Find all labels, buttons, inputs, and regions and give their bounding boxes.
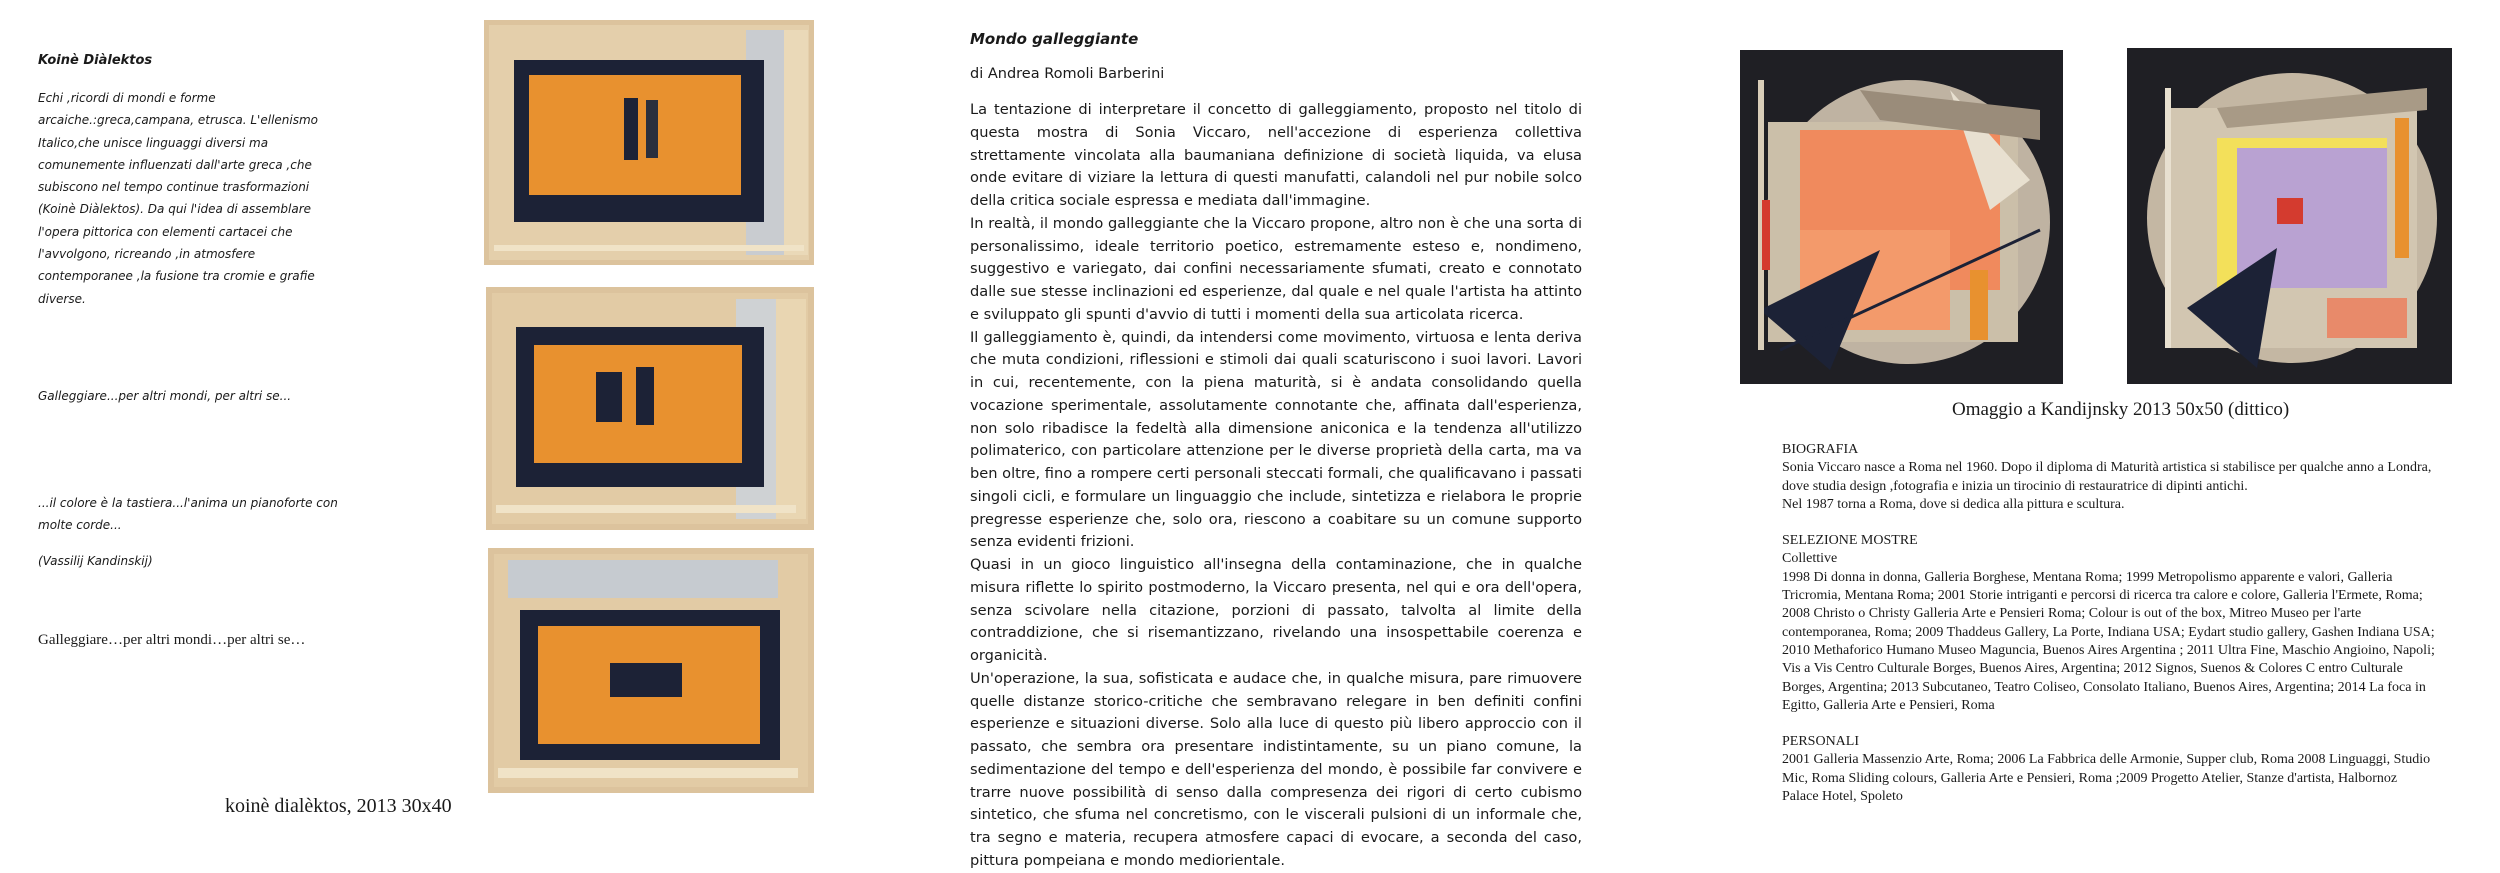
intro-line: Italico,che unisce linguaggi diversi ma [38, 135, 269, 150]
collective-line: Borges, Argentina; 2013 Subcutaneo, Teatro Coliseo, Consolato Italiano, Buenos Aires, Argentina; 2014 La foca in [1782, 679, 2426, 695]
intro-line: diverse. [38, 291, 86, 306]
artwork-koine-1 [484, 20, 814, 270]
artwork-koine-3 [488, 548, 814, 798]
bio-line: Sonia Viccaro nasce a Roma nel 1960. Dopo il diploma di Maturità artistica si stabilisce per qualche anno a Londra, [1782, 460, 2432, 476]
galleggiare-text: Galleggiare...per altri mondi, per altri se... [38, 389, 292, 403]
intro-line: Echi ,ricordi di mondi e forme [38, 91, 216, 105]
shows-heading: SELEZIONE MOSTRE [1782, 533, 1918, 549]
essay-author: di Andrea Romoli Barberini [970, 66, 1165, 82]
collective-line: contemporanea, Roma; 2009 Thaddeus Gallery, La Porte, Indiana USA; Eydart studio gallery, Gashen Indiana USA; [1782, 624, 2435, 640]
personal-line: 2001 Galleria Massenzio Arte, Roma; 2006 La Fabbrica delle Armonie, Supper club, Roma 2008 Linguaggi, Studio [1782, 752, 2431, 768]
collective-line: 2008 Christo o Christy Galleria Arte e Pensieri Roma; Colour is out of the box, Mitreo Museo per l'arte [1782, 606, 2362, 622]
collective-line: Vis a Vis Centro Culturale Borges, Buenos Aires, Argentina; 2012 Signos, Suenos & Colores C entro Culturale [1782, 661, 2403, 677]
diptych-caption: Omaggio a Kandijnsky 2013 50x50 (dittico) [1952, 399, 2290, 420]
intro-line: contemporanee ,la fusione tra cromie e grafie [38, 269, 315, 284]
essay-body [970, 99, 1582, 873]
essay-paragraph: Quasi in un gioco linguistico all'insegna della contaminazione, che in qualche misura riflette lo spirito postmoderno, la Viccaro presenta, nel qui e ora dell'opera, senza scivolare nella citazione, porzioni di passato, talvolta al limite della contraddizione, che si risemantizzano, rivelando una insospettabile coerenza e organicità. [970, 556, 1582, 664]
artwork-kandinsky-left [1740, 50, 2063, 389]
bio-line: Nel 1987 torna a Roma, dove si dedica alla pittura e scultura. [1782, 496, 2125, 512]
collective-heading: Collettive [1782, 551, 1838, 567]
bio-heading: BIOGRAFIA [1782, 442, 1859, 457]
artwork-kandinsky-right [2127, 48, 2452, 389]
bio-line: dove studia design ,fotografia e inizia un tirocinio di restauratrice di dipinti antichi. [1782, 478, 2248, 494]
essay-title: Mondo galleggiante [970, 30, 1139, 48]
intro-line: subiscono nel tempo continue trasformazioni [38, 180, 310, 195]
personal-heading: PERSONALI [1782, 734, 1860, 750]
quote-line: molte corde... [38, 518, 122, 532]
quote-line: ...il colore è la tastiera...l'anima un pianoforte con [38, 496, 338, 510]
collective-line: Tricromia, Mentana Roma; 2001 Storie intriganti e percorsi di ricerca tra calore e colore, Galleria l'Ermete, Roma; [1782, 588, 2423, 604]
koine-caption: koinè dialèktos, 2013 30x40 [225, 795, 452, 817]
biography-section [1782, 441, 2482, 806]
koine-title: Koinè Diàlektos [38, 53, 153, 68]
intro-line: l'avvolgono, ricreando ,in atmosfere [38, 247, 256, 262]
essay-paragraph: Un'operazione, la sua, sofisticata e audace che, in qualche misura, pare rimuovere quelle distanze storico-critiche che sembravano relegare in ben definiti confini esperienze e situazioni diverse. Solo alla luce di questo più libero approccio con il passato, che sembra ora presentare indistintamente, su un piano comune, la sedimentazione del tempo e dell'esperienza del mondo, è possibile far convivere e trarre nuove possibilità di senso dalla compresenza dei rigori di certo cubismo sintetico, che sfuma nel concretismo, con le viscerali pulsioni di un informale che, tra segno e materia, recupera atmosfere capaci di evocare, a seconda del caso, pittura pompeiana e mondo mediorientale. [970, 669, 1582, 869]
collective-line: 1998 Di donna in donna, Galleria Borghese, Mentana Roma; 1999 Metropolismo apparente e valori, Galleria [1782, 569, 2393, 585]
artwork-koine-2 [486, 287, 814, 535]
quote-author: (Vassilij Kandinskij) [38, 554, 153, 568]
essay-paragraph: Il galleggiamento è, quindi, da intendersi come movimento, virtuosa e lenta deriva che muta condizioni, riflessioni e stimoli dai quali scaturiscono i suoi lavori. Lavori in cui, recentemente, con la piena maturità, si è andata consolidando quella vocazione sperimentale, assolutamente connotante che, affinata dall'esperienza, non solo ribadisce la fedeltà alla dimensione aniconica e la tendenza all'utilizzo polimaterico, con particolare attenzione per le diverse proprietà della carta, ma va ben oltre, fino a rompere certi personali steccati formali, che qualificavano i passati singoli cicli, e formulare un linguaggio che include, sintetizza e rielabora le proprie pregresse esperienze che, solo ora, riescono a coabitare su un comune supporto senza evidenti frizioni. [970, 328, 1582, 551]
intro-line: l'opera pittorica con elementi cartacei che [38, 224, 293, 239]
essay-paragraph: In realtà, il mondo galleggiante che la Viccaro propone, altro non è che una sorta di personalissimo, ideale territorio poetico, estremamente esteso e, nondimeno, suggestivo e variegato, dai confini necessariamente sfumati, creato e connotato dalle sue stesse inclinazioni ed esperienze, dal quale e nel quale l'artista ha attinto e sviluppato gli spunti d'avvio di tutti i momenti della sua articolata ricerca. [970, 214, 1582, 323]
kandinsky-quote [38, 492, 338, 536]
intro-line: comunemente influenzati dall'arte greca ,che [38, 157, 312, 172]
koine-intro [38, 87, 328, 310]
intro-line: arcaiche.:greca,campana, etrusca. L'ellenismo [38, 113, 319, 128]
personal-line: Mic, Roma Sliding colours, Galleria Arte e Pensieri, Roma ;2009 Progetto Atelier, Stanze d'artista, Halbornoz [1782, 770, 2398, 786]
personal-line: Palace Hotel, Spoleto [1782, 789, 1903, 805]
galleggiare-text-2: Galleggiare…per altri mondi…per altri se… [38, 632, 306, 648]
essay-paragraph: La tentazione di interpretare il concetto di galleggiamento, proposto nel titolo di questa mostra di Sonia Viccaro, nell'accezione di esperienza collettiva strettamente vincolata alla baumaniana definizione di società liquida, va elusa onde evitare di viziare la lettura di questi manufatti, calandoli nel pur nobile solco della critica sociale espressa e mediata dall'immagine. [970, 101, 1582, 209]
intro-line: (Koinè Diàlektos). Da qui l'idea di assemblare [38, 202, 312, 217]
collective-line: 2010 Methaforico Humano Museo Magunсia, Buenos Aires Argentina ; 2011 Ultra Fine, Maschio Angioino, Napoli; [1782, 642, 2435, 658]
collective-line: Egitto, Galleria Arte e Pensieri, Roma [1782, 697, 1995, 713]
